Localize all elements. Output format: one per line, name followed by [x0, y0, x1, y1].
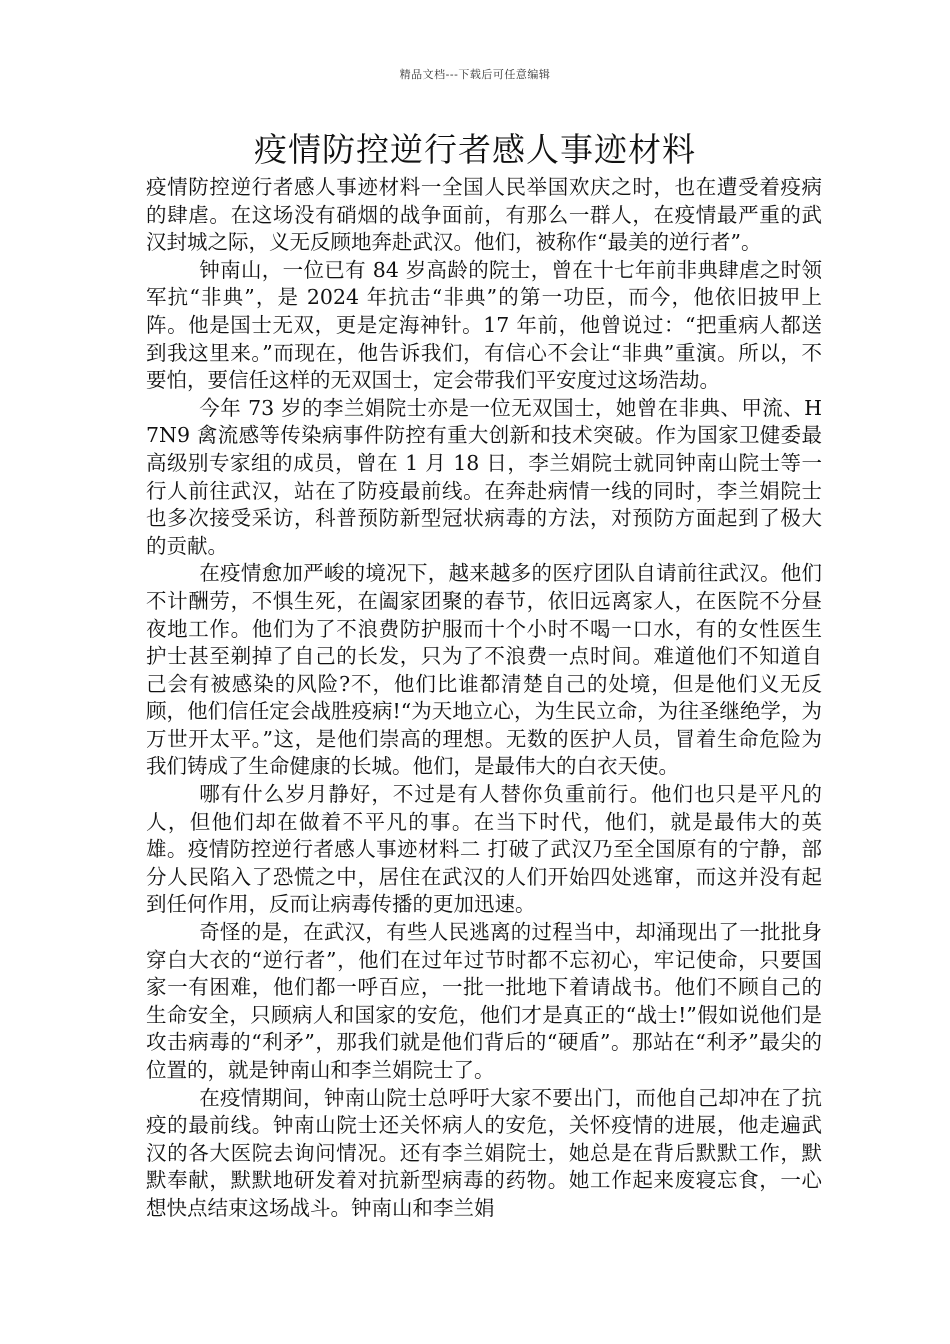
paragraph-front-line: 在疫情期间，钟南山院士总呼吁大家不要出门，而他自己却冲在了抗疫的最前线。钟南山院士还关怀病人的安危，关怀疫情的进展，他走遍武汉的各大医院去询问情况。还有李兰娟院士，她总是在背后默默工作，默默奉献，默默地研发着对抗新型病毒的药物。她工作起来废寝忘食，一心想快点结束这场战斗。钟南山和李兰娟: [146, 1085, 822, 1220]
document-title: 疫情防控逆行者感人事迹材料: [254, 130, 696, 169]
paragraph-intro: 疫情防控逆行者感人事迹材料一全国人民举国欢庆之时，也在遭受着疫病的肆虐。在这场没有硝烟的战争面前，有那么一群人，在疫情最严重的武汉封城之际，义无反顾地奔赴武汉。他们，被称作“最美的逆行者”。: [146, 175, 822, 255]
paragraph-li-lanjuan: 今年 73 岁的李兰娟院士亦是一位无双国士，她曾在非典、甲流、H7N9 禽流感等传染病事件防控有重大创新和技术突破。作为国家卫健委最高级别专家组的成员，曾在 1 月 18 日，李兰娟院士就同钟南山院士等一行人前往武汉，站在了防疫最前线。在奔赴病情一线的同时，李兰娟院士也多次接受采访，科普预防新型冠状病毒的方法，对预防方面起到了极大的贡献。: [146, 395, 822, 558]
paragraph-medical-teams: 在疫情愈加严峻的境况下，越来越多的医疗团队自请前往武汉。他们不计酬劳，不惧生死，在阖家团聚的春节，依旧远离家人，在医院不分昼夜地工作。他们为了不浪费防护服而十个小时不喝一口水，有的女性医生护士甚至剃掉了自己的长发，只为了不浪费一点时间。难道他们不知道自己会有被感染的风险?不，他们比谁都清楚自己的处境，但是他们义无反顾，他们信任定会战胜疫病!“为天地立心，为生民立命，为往圣继绝学，为万世开太平。”这，是他们崇高的理想。无数的医护人员，冒着生命危险为我们铸成了生命健康的长城。他们，是最伟大的白衣天使。: [146, 561, 822, 779]
paragraph-retrograders: 奇怪的是，在武汉，有些人民逃离的过程当中，却涌现出了一批批身穿白大衣的“逆行者”，他们在过年过节时都不忘初心，牢记使命，只要国家一有困难，他们都一呼百应，一批一批地下着请战书。他们不顾自己的生命安全，只顾病人和国家的安危，他们才是真正的“战士!”假如说他们是攻击病毒的“利矛”，那我们就是他们背后的“硬盾”。那站在“利矛”最尖的位置的，就是钟南山和李兰娟院士了。: [146, 920, 822, 1082]
document-body: [146, 174, 822, 1223]
page-header-note: 精品文档---下载后可任意编辑: [399, 68, 551, 81]
paragraph-zhong-nanshan: 钟南山，一位已有 84 岁高龄的院士，曾在十七年前非典肆虐之时领军抗“非典”，是 2024 年抗击“非典”的第一功臣，而今，他依旧披甲上阵。他是国士无双，更是定海神针。17 年前，他曾说过：“把重病人都送到我这里来。”而现在，他告诉我们，有信心不会让“非典”重演。所以，不要怕，要信任这样的无双国士，定会带我们平安度过这场浩劫。: [146, 257, 822, 393]
paragraph-heroes: 哪有什么岁月静好，不过是有人替你负重前行。他们也只是平凡的人，但他们却在做着不平凡的事。在当下时代，他们，就是最伟大的英雄。疫情防控逆行者感人事迹材料二 打破了武汉乃至全国原有的宁静，部分人民陷入了恐慌之中，居住在武汉的人们开始四处逃窜，而这并没有起到任何作用，反而让病毒传播的更加迅速。: [146, 782, 822, 917]
